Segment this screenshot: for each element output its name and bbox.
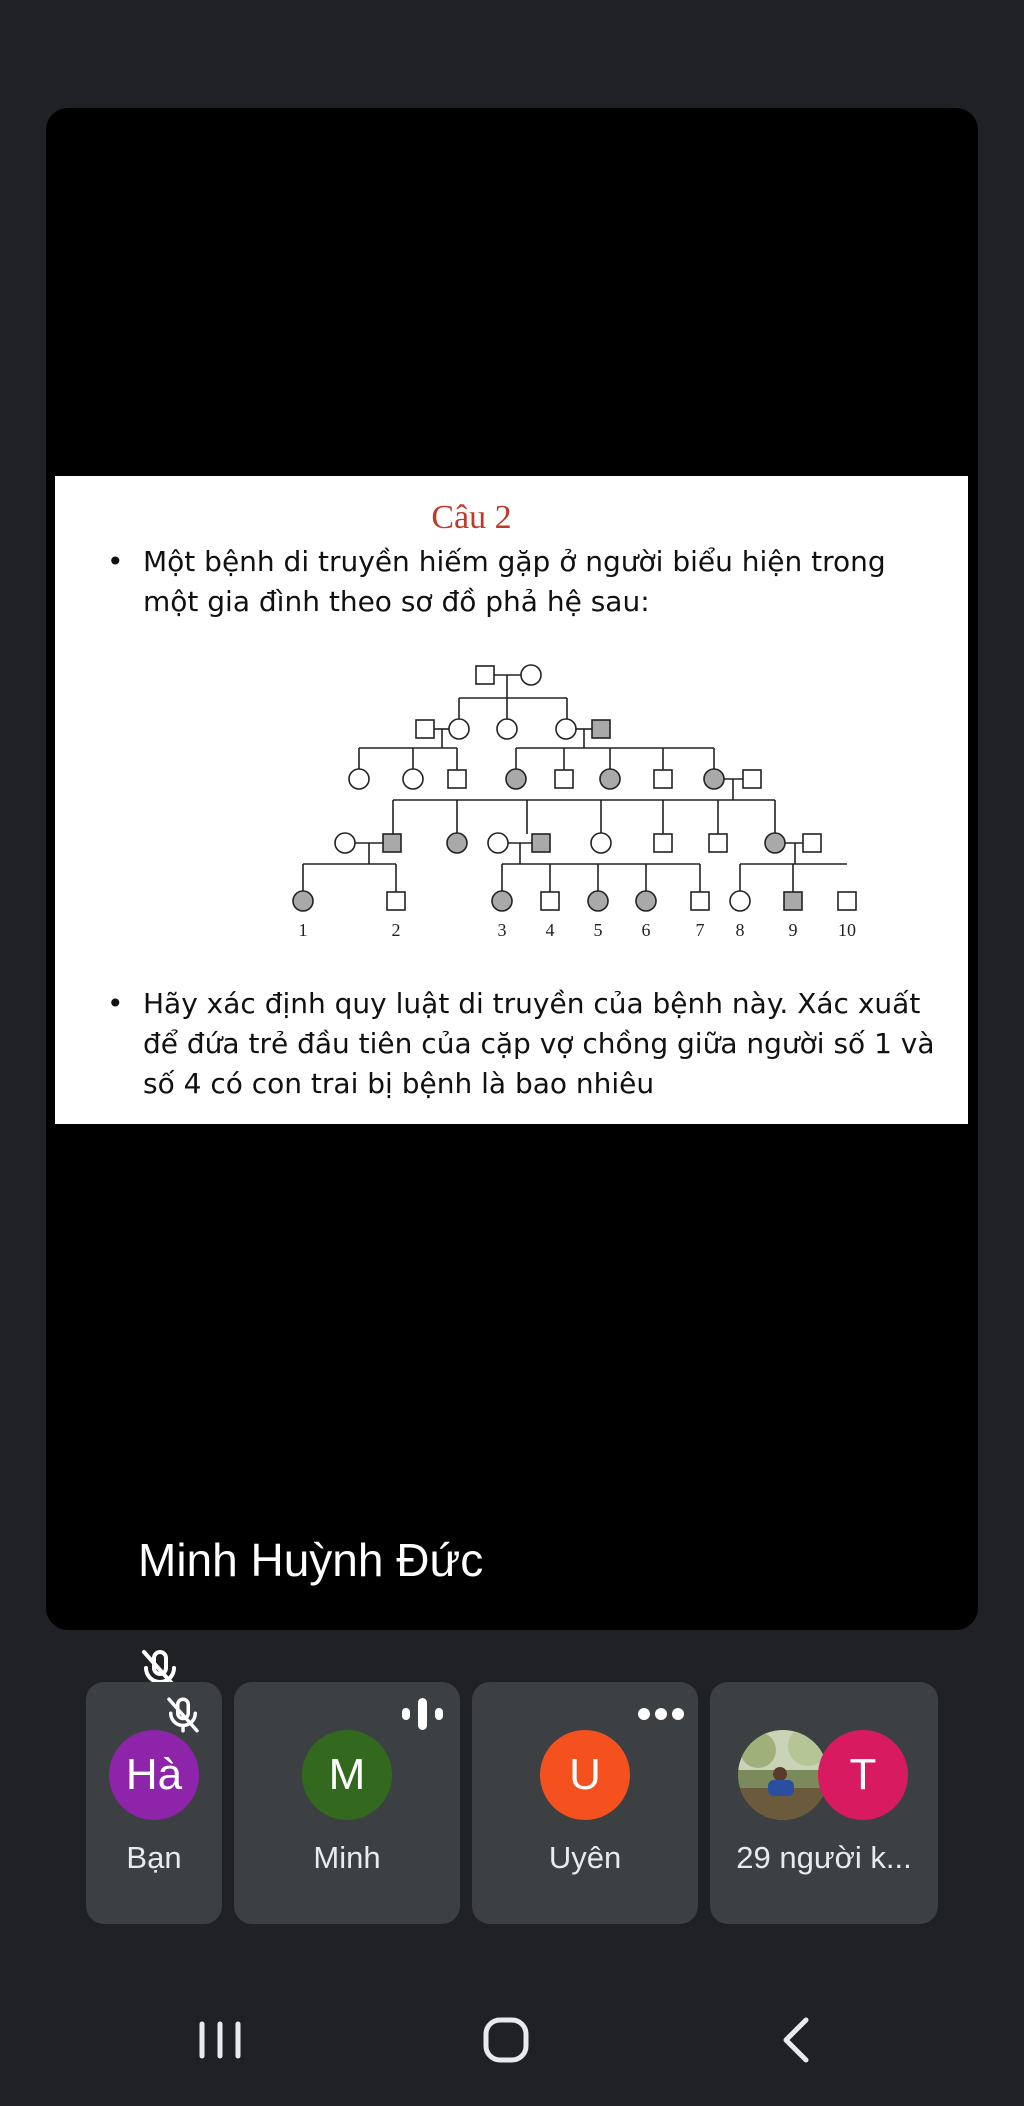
participant-tile-uyen[interactable]	[472, 1682, 698, 1924]
participant-tile-you[interactable]	[86, 1682, 222, 1924]
slide-bullet-1	[107, 542, 947, 622]
pedigree-number: 6	[641, 920, 651, 940]
slide-bullet-2-text: Hãy xác định quy luật di truyền của bệnh này. Xác xuất để đứa trẻ đầu tiên của cặp vợ chồng giữa người số 1 và số 4 có con trai bị bệnh là bao nhiêu	[143, 987, 935, 1100]
recents-icon[interactable]	[180, 2000, 260, 2080]
pedigree-number: 1	[298, 920, 308, 940]
more-icon[interactable]	[634, 1694, 688, 1734]
pedigree-number: 4	[545, 920, 555, 940]
pedigree-number: 2	[391, 920, 401, 940]
avatar: U	[540, 1730, 630, 1820]
speaker-name: Minh Huỳnh Đức	[138, 1534, 484, 1586]
home-icon[interactable]	[466, 2000, 546, 2080]
participant-label: Bạn	[126, 1840, 182, 1875]
avatar: T	[818, 1730, 908, 1820]
navigation-bar	[0, 1980, 1024, 2106]
participant-label: Uyên	[548, 1840, 622, 1875]
mic-off-icon	[162, 1694, 204, 1736]
speaking-icon	[396, 1694, 450, 1734]
bullet-dot: •	[107, 545, 124, 578]
participant-label: Minh	[313, 1840, 381, 1875]
shared-slide	[55, 476, 968, 1124]
pedigree-number: 9	[788, 920, 798, 940]
main-video-tile[interactable]	[46, 108, 978, 1630]
pedigree-number: 7	[695, 920, 705, 940]
participant-label: 29 người k...	[736, 1840, 912, 1875]
pedigree-number: 5	[593, 920, 603, 940]
pedigree-diagram	[225, 646, 856, 976]
pedigree-number: 8	[735, 920, 745, 940]
back-icon[interactable]	[756, 2000, 836, 2080]
slide-bullet-1-text: Một bệnh di truyền hiếm gặp ở người biểu hiện trong một gia đình theo sơ đồ phả hệ sau:	[143, 545, 886, 618]
pedigree-number: 3	[497, 920, 507, 940]
avatar: Hà	[109, 1730, 199, 1820]
participant-tile-minh[interactable]	[234, 1682, 460, 1924]
avatar: M	[302, 1730, 392, 1820]
pedigree-number: 10	[838, 920, 856, 940]
photo-avatar	[738, 1730, 828, 1820]
participant-tile-others[interactable]	[710, 1682, 938, 1924]
slide-bullet-2	[107, 984, 947, 1104]
bullet-dot: •	[107, 987, 124, 1020]
slide-title: Câu 2	[431, 499, 512, 536]
